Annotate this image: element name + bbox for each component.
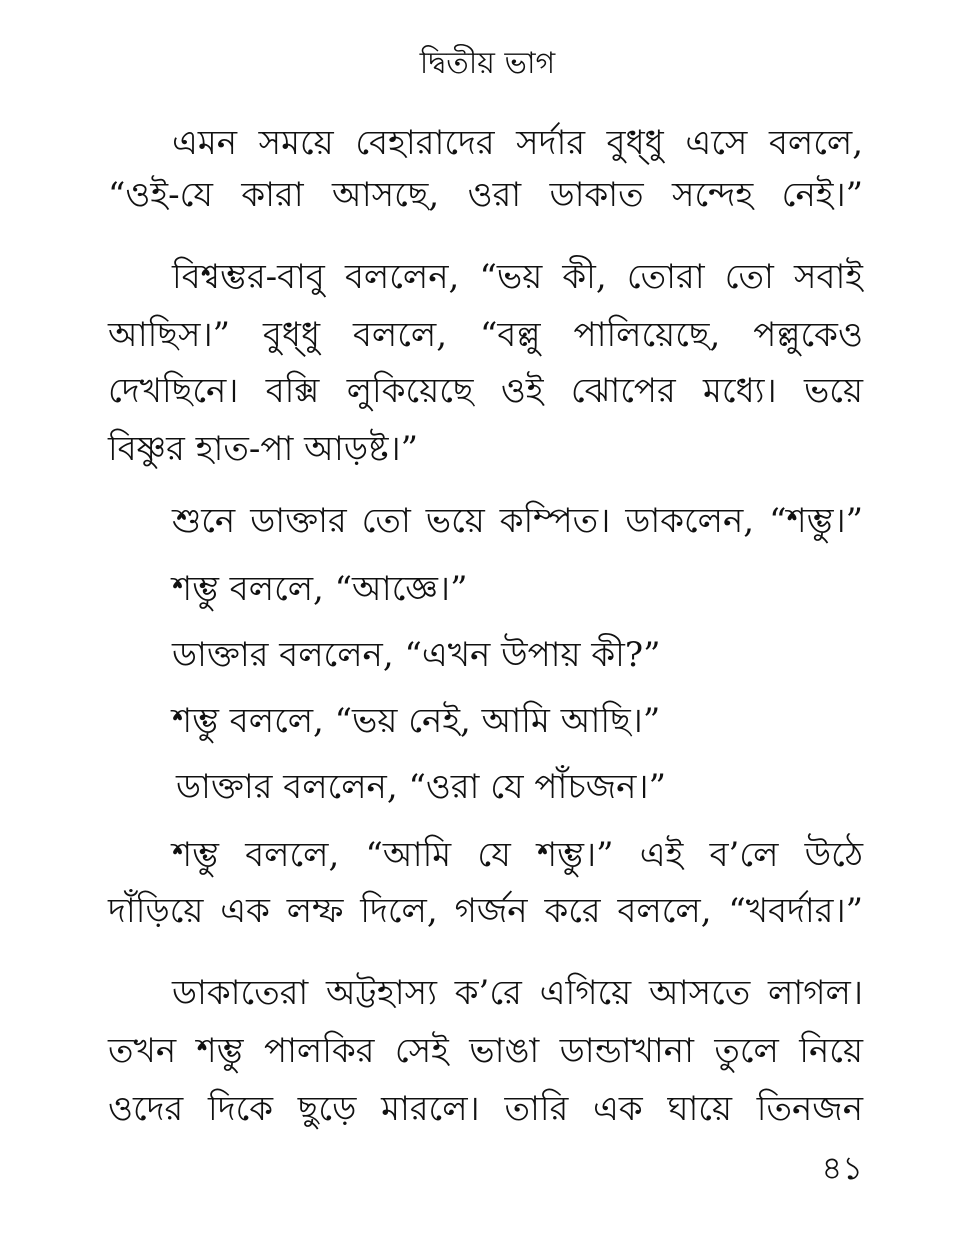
paragraph-2-line-4: বিষ্ণুর হাত-পা আড়ষ্ট।”	[108, 429, 419, 469]
page-number: ৪১	[821, 1149, 863, 1187]
paragraph-8-line-1: শম্ভু বললে, “আমি যে শম্ভু।” এই ব’লে উঠে	[172, 835, 863, 875]
paragraph-1-line-1: এমন সময়ে বেহারাদের সর্দার বুধ্ধু এসে বললে,	[172, 123, 863, 163]
paragraph-8-line-2: দাঁড়িয়ে এক লম্ফ দিলে, গর্জন করে বললে, “খবর্দার।”	[108, 891, 863, 931]
paragraph-5-line-1: ডাক্তার বললেন, “এখন উপায় কী?”	[172, 635, 661, 675]
paragraph-2-line-1: বিশ্বম্ভর-বাবু বললেন, “ভয় কী, তোরা তো সবাই	[172, 257, 863, 297]
paragraph-9-line-3: ওদের দিকে ছুড়ে মারলে। তারি এক ঘায়ে তিনজন	[108, 1089, 863, 1129]
paragraph-1-line-2: “ওই-যে কারা আসছে, ওরা ডাকাত সন্দেহ নেই।”	[108, 175, 863, 215]
running-header: দ্বিতীয় ভাগ	[419, 46, 556, 81]
paragraph-4-line-1: শম্ভু বললে, “আজ্ঞে।”	[172, 569, 468, 609]
paragraph-9-line-2: তখন শম্ভু পালকির সেই ভাঙা ডান্ডাখানা তুলে নিয়ে	[108, 1031, 863, 1071]
paragraph-7-line-1: ডাক্তার বললেন, “ওরা যে পাঁচজন।”	[176, 767, 666, 807]
paragraph-2-line-3: দেখছিনে। বক্সি লুকিয়েছে ওই ঝোপের মধ্যে। ভয়ে	[108, 371, 863, 411]
paragraph-2-line-2: আছিস।” বুধ্ধু বললে, “বল্লু পালিয়েছে, পল্লুকেও	[108, 315, 863, 355]
paragraph-3-line-1: শুনে ডাক্তার তো ভয়ে কম্পিত। ডাকলেন, “শম্ভু।”	[172, 501, 863, 541]
paragraph-9-line-1: ডাকাতেরা অট্টহাস্য ক’রে এগিয়ে আসতে লাগল।	[172, 973, 863, 1013]
paragraph-6-line-1: শম্ভু বললে, “ভয় নেই, আমি আছি।”	[172, 701, 661, 741]
